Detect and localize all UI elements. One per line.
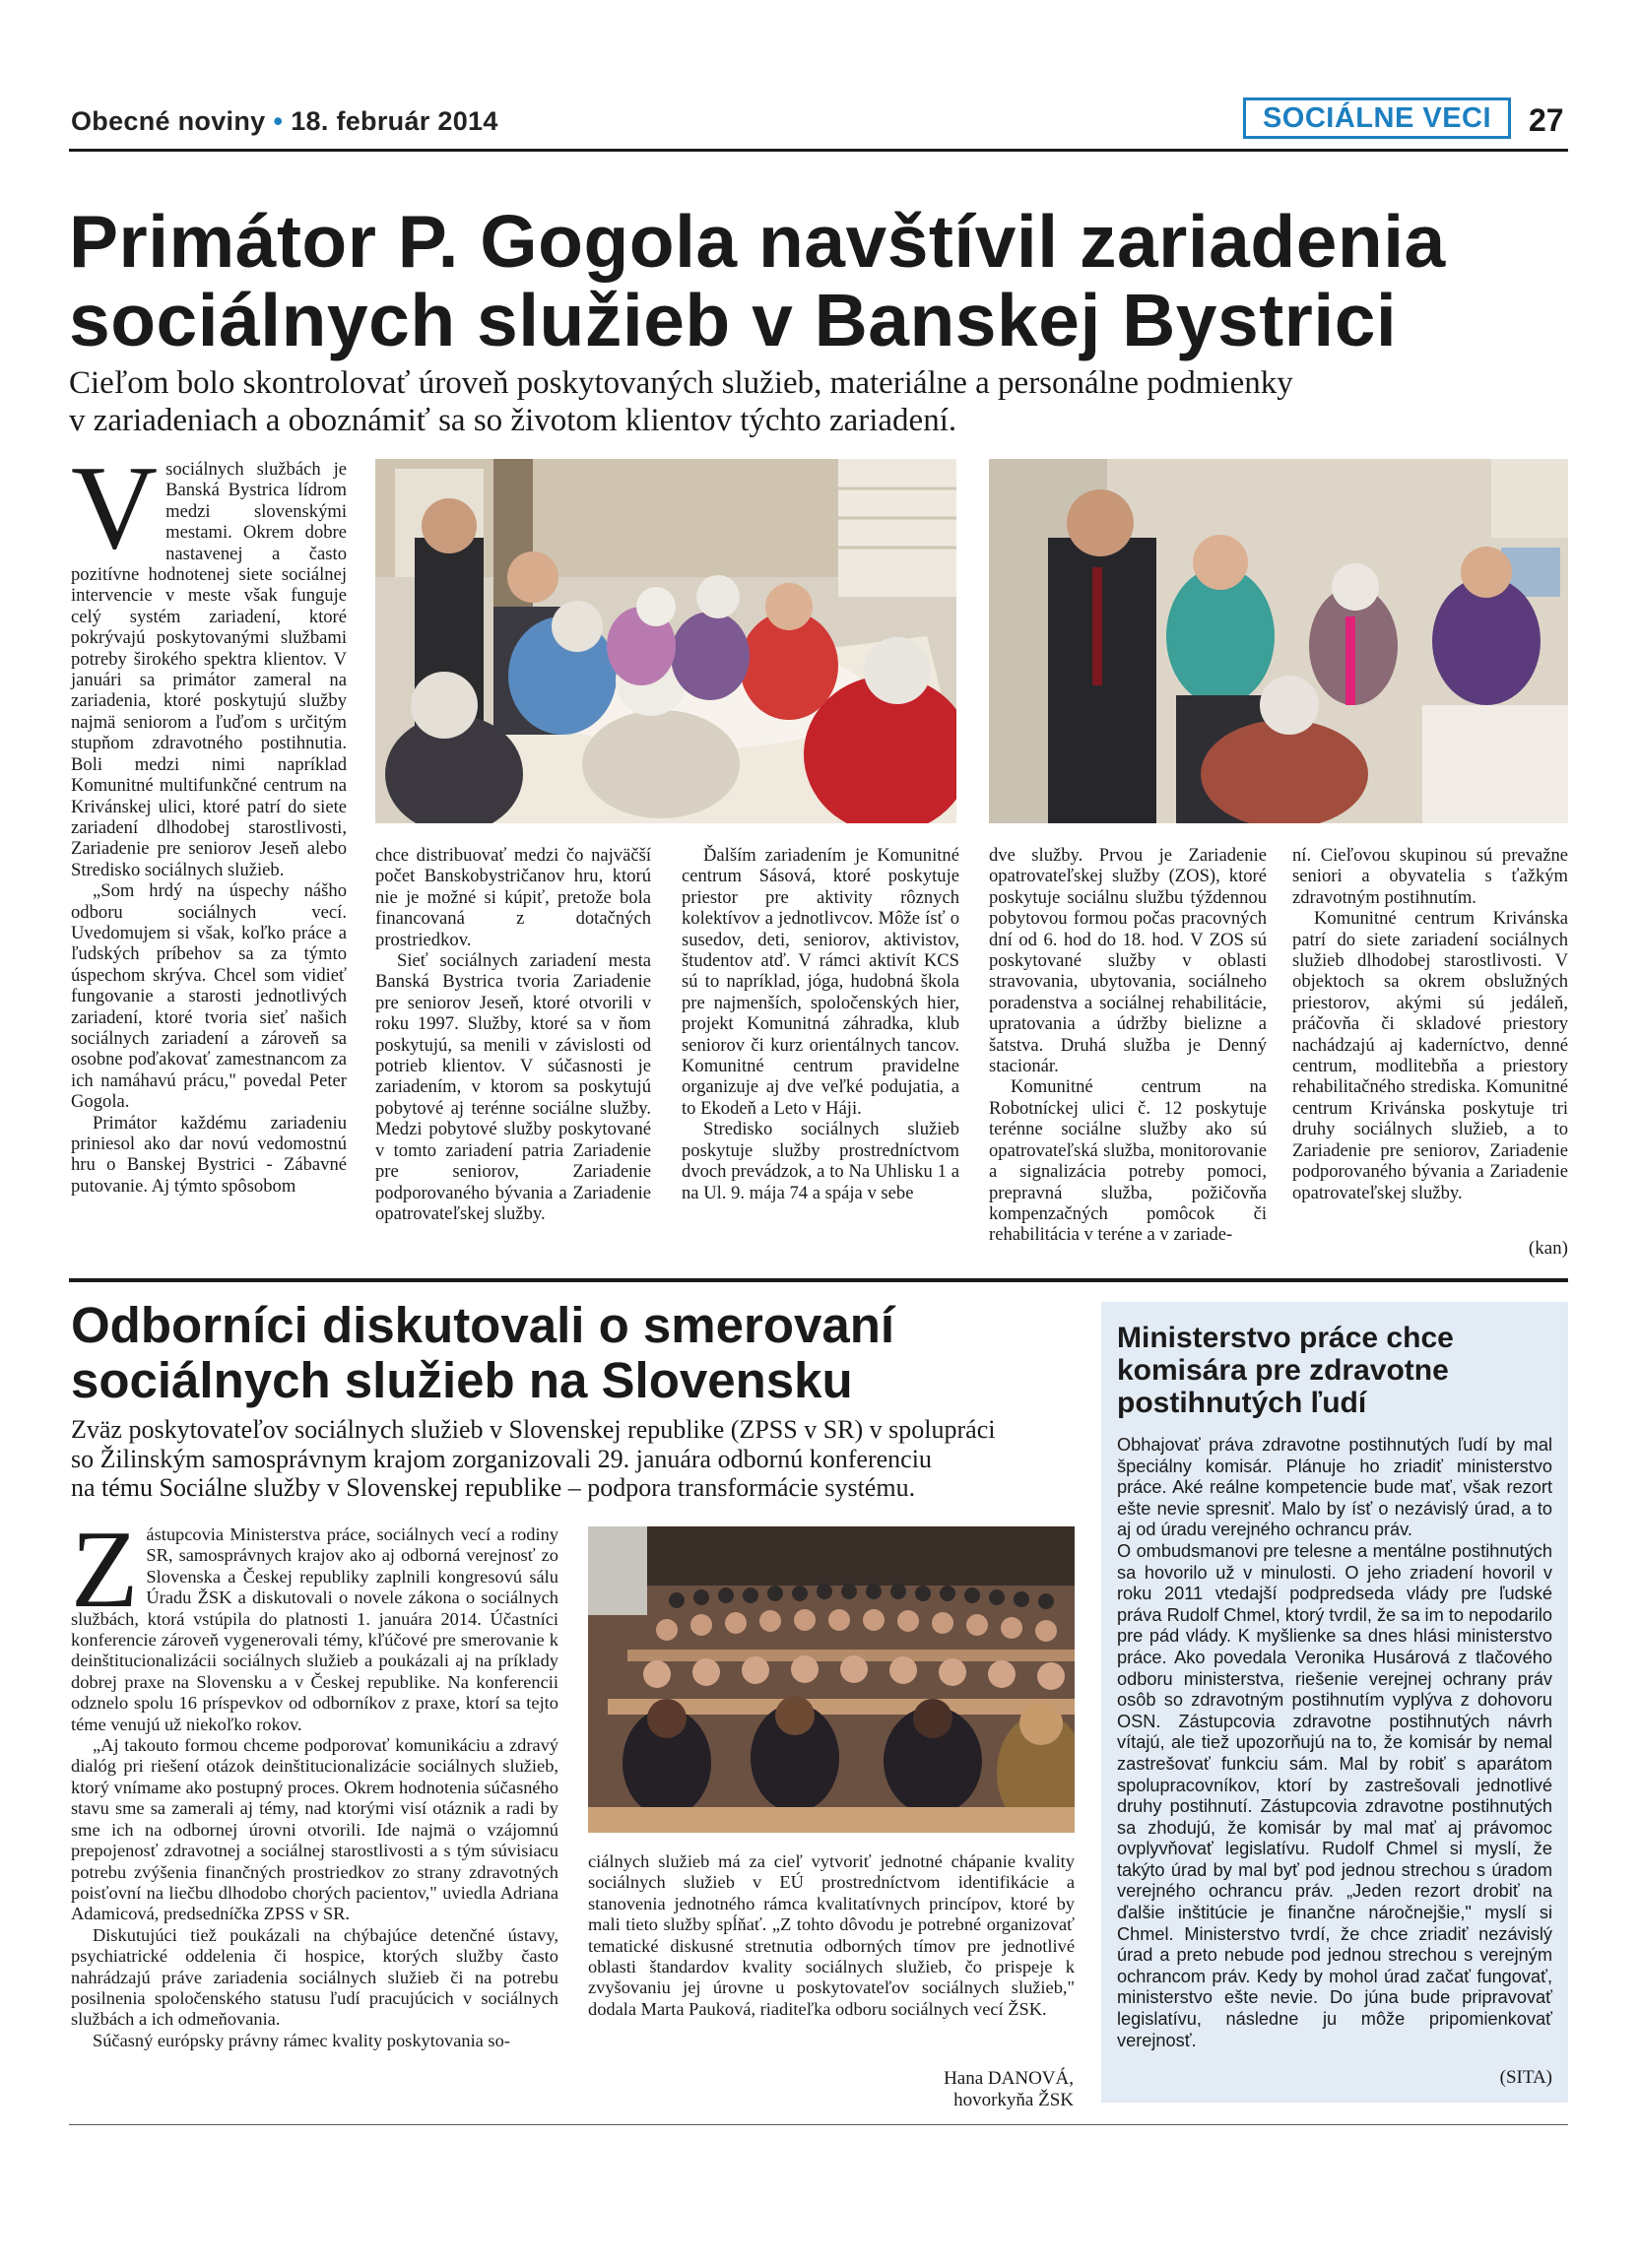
article1-dek <box>69 364 1576 439</box>
headline-line: sociálnych služieb v Banskej Bystrici <box>69 279 1398 361</box>
sidebar-body <box>1117 1435 1552 2051</box>
article1-headline <box>69 202 1586 359</box>
dek-line: so Žilinským samosprávnym krajom zorganizovali 29. januára odbornú konferenciu <box>71 1444 932 1473</box>
dek-line: Cieľom bolo skontrolovať úroveň poskytovaných služieb, materiálne a personálne podmienky <box>69 365 1293 401</box>
dek-line: v zariadeniach a oboznámiť sa so životom klientov týchto zariadení. <box>69 403 957 438</box>
page-number: 27 <box>1529 102 1564 138</box>
drop-cap: V <box>71 441 159 574</box>
headline-line: sociálnych služieb na Slovensku <box>71 1352 853 1408</box>
dek-line: Zväz poskytovateľov sociálnych služieb v Slovenskej republike (ZPSS v SR) v spolupráci <box>71 1415 996 1444</box>
paragraph: Obhajovať práva zdravotne postihnutých ľudí by mal špeciálny komisár. Plánuje ho zriadiť ministerstvo práce. Aké reálne kompetencie bude mať, však rezort ešte nevie spresniť. Malo by ísť o nezávislý úrad, a to aj od úradu verejného ochrancu práv. <box>1117 1435 1552 1540</box>
paragraph: ciálnych služieb má za cieľ vytvoriť jednotné chápanie kvality sociálnych služieb v EÚ prostredníctvom identifikácie a stanovenia jednotného rámca kvalitatívnych princípov, ktoré by mali tieto služby spĺňať. „Z tohto dôvodu je potrebné organizovať tematické diskusné stretnutia odborných tímov pre jednotlivé oblasti štandardov kvality sociálnych služieb, čo prispeje k zvyšovaniu jej úrovne u poskytovateľov sociálnych služieb," dodala Marta Pauková, riaditeľka odboru sociálnych vecí ŽSK. <box>588 1851 1075 2019</box>
article1-column-4 <box>989 845 1267 1246</box>
article1-signature: (kan) <box>1528 1238 1568 1259</box>
paragraph: „Aj takouto formou chceme podporovať komunikáciu a zdravý dialóg pri riešení otázok deinštitucionalizácie sociálnych služieb, ktorý vnímame ako postupný proces. Okrem hodnotenia súčasného stavu sme sa zamerali aj témy, nad ktorými visí otáznik a radi by sme ich na odbornej úrovni otvorili. Ide najmä o vzájomnú prepojenosť zdravotnej a sociálnej starostlivosti a s tým súvisiacu potrebu zvýšenia finančných prostriedkov zo strany zdravotných poisťovní na liečbu dlhodobo chorých pacientov," uviedla Adriana Adamicová, predsedníčka ZPSS v SR. <box>71 1735 558 1924</box>
article2-signature <box>808 2068 1074 2111</box>
headline-line: Primátor P. Gogola navštívil zariadenia <box>69 200 1446 283</box>
article2-column-1 <box>71 1509 558 2051</box>
article1-column-2 <box>375 845 651 1224</box>
separator-dot: • <box>273 106 284 136</box>
article2-headline <box>71 1298 1056 1408</box>
photo-craft-workshop-image <box>375 459 956 823</box>
signature-name: Hana DANOVÁ, <box>944 2068 1074 2089</box>
photo-mayor-visit-image <box>989 459 1568 823</box>
article2-column-2 <box>588 1851 1075 2020</box>
paragraph: dve služby. Prvou je Zariadenie opatrovateľskej služby (ZOS), ktoré poskytuje sociálnu službu týždennou pobytovou formou počas pracovných dní od 6. hod do 18. hod. V ZOS sú poskytované služby v oblasti stravovania, ubytovania, sociálneho poradenstva a sociálnej rehabilitácie, upratovania a údržby bielizne a šatstva. Druhá služba je Denný stacionár. <box>989 845 1267 1077</box>
headline-line: Odborníci diskutovali o smerovaní <box>71 1297 895 1353</box>
paragraph: Ďalším zariadením je Komunitné centrum Sásová, ktoré poskytuje priestor pre aktivity rôznych kolektívov a jednotlivcov. Môže ísť o susedov, deti, seniorov, aktivistov, študentov atď. V rámci aktivít KCS sú to napríklad, jóga, hudobná škola pre najmenších, spoločenských hier, projekt Komunitná záhradka, klub seniorov či kurz orientálnych tancov. Komunitné centrum pravidelne organizuje aj dve veľké podujatia, a to Ekodeň a Leto v Háji. <box>682 845 959 1119</box>
section-label: SOCIÁLNE VECI <box>1243 97 1511 139</box>
footer-rule <box>69 2124 1568 2125</box>
paragraph: Sieť sociálnych zariadení mesta Banská Bystrica tvoria Zariadenie pre seniorov Jeseň, ktoré otvorili v roku 1997. Služby, ktoré sa v ňom poskytujú, sa menili v závislosti od potrieb klientov. V súčasnosti je zariadením, v ktorom sa poskytujú pobytové aj terénne sociálne služby. Medzi pobytové služby poskytované v tomto zariadení patria Zariadenie pre seniorov, Zariadenie podporovaného bývania a Zariadenie opatrovateľskej služby. <box>375 950 651 1224</box>
masthead <box>71 106 498 137</box>
issue-date: 18. február 2014 <box>291 106 498 136</box>
paragraph: O ombudsmanovi pre telesne a mentálne postihnutých sa hovorilo už v minulosti. O jeho zriadení hovoril v roku 2011 vtedajší podpredseda vlády pre ľudské práva Rudolf Chmel, ktorý tvrdil, že sa im to nepodarilo pre pád vlády. K myšlienke sa dnes hlási ministerstvo práce. Ako povedala Veronika Husárová z tlačového odboru ministerstva, riešenie verejnej ochrany práv osôb so zdravotným postihnutím vyplýva z dohovoru OSN. Zástupcovia zdravotne postihnutých návrh vítajú, ale tiež upozorňujú na to, že komisár by nemal zastrešovať funkciu sám. Mal by robiť s aparátom spolupracovníkov, ktorí by zastrešovali jednotlivé druhy postihnutí. Zástupcovia zdravotne postihnutých sa zhodujú, že komisár by mal mať aj právomoc ovplyvňovať legislatívu. Rudolf Chmel si myslí, že takýto úrad by mal byť pod jednou strechou s úradom verejného ochrancu práv. „Jeden rezort drobiť na ďalšie inštitúcie je finančne náročnejšie," myslí si Chmel. Ministerstvo tvrdí, že chce zriadiť nezávislý úrad a preto nebude pod jednou strechou s verejným ochrancom práv. Kedy by mohol úrad začať fungovať, ministerstvo ešte nevie. Do júna bude pripravovať legislatívu, následne ju môže pripomienkovať verejnosť. <box>1117 1540 1552 2050</box>
signature-role: hovorkyňa ŽSK <box>953 2090 1074 2110</box>
paragraph: Primátor každému zariadeniu priniesol ako dar novú vedomostnú hru o Banskej Bystrici - Zábavné putovanie. Aj týmto spôsobom <box>71 1112 347 1197</box>
paragraph: Komunitné centrum Krivánska patrí do siete zariadení sociálnych služieb dlhodobej starostlivosti. V objektoch sa okrem obslužných priestorov, akými sú jedáleň, práčovňa či skladové priestory nachádzajú aj kaderníctvo, denné centrum, modlitebňa a priestory rehabilitačného strediska. Komunitné centrum Krivánska poskytuje tri druhy sociálnych služieb, a to Zariadenie pre seniorov, Zariadenie podporovaného bývania a Zariadenie opatrovateľskej služby. <box>1292 908 1568 1203</box>
paragraph: Diskutujúci tiež poukázali na chýbajúce detenčné ústavy, psychiatrické oddelenia či hospice, ktorých služby často nahrádzajú práve zariadenia sociálnych služieb či na potrebu posilnenia spoločenského statusu ľudí pracujúcich v sociálnych službách a ich odmeňovania. <box>71 1924 558 2030</box>
article1-column-1 <box>71 441 347 1197</box>
sidebar-source: (SITA) <box>1499 2067 1552 2089</box>
paragraph: ástupcovia Ministerstva práce, sociálnych vecí a rodiny SR, samosprávnych krajov ako aj odborná verejnosť zo Slovenska a Českej republiky zaplnili kongresovú sálu Úradu ŽSK a diskutovali o novele zákona o sociálnych službách, ktorá vstúpila do platnosti 1. januára 2014. Účastníci konferencie zároveň vygenerovali témy, kľúčové pre smerovanie k deinštitucionalizácii sociálnych služieb a poukázali aj na príklady dobrej praxe na Slovensku a v Českej republike. Na konferencii odznelo spolu 16 príspevkov od odborníkov z praxe, ktorí sa tejto téme venujú už niekoľko rokov. <box>71 1524 558 1734</box>
paragraph: chce distribuovať medzi čo najväčší počet Banskobystričanov hru, ktorú nie je možné si kúpiť, pretože bola financovaná z dotačných prostriedkov. <box>375 845 651 950</box>
photo-craft-workshop <box>375 459 956 823</box>
drop-cap: Z <box>71 1509 139 1631</box>
article-divider <box>69 1278 1568 1282</box>
sidebar-title: Ministerstvo práce chce komisára pre zdravotne postihnutých ľudí <box>1117 1322 1454 1419</box>
photo-conference-hall-image <box>588 1526 1075 1833</box>
paragraph: ní. Cieľovou skupinou sú prevažne seniori a obyvatelia s ťažkým zdravotným postihnutím. <box>1292 845 1568 908</box>
article1-column-3 <box>682 845 959 1203</box>
photo-mayor-visit <box>989 459 1568 823</box>
publication-name: Obecné noviny <box>71 106 266 136</box>
header-rule <box>69 149 1568 152</box>
article1-column-5 <box>1292 845 1568 1203</box>
paragraph: Súčasný európsky právny rámec kvality poskytovania so- <box>93 2030 510 2050</box>
sidebar-box <box>1101 1302 1568 2103</box>
paragraph: Komunitné centrum na Robotníckej ulici č. 12 poskytuje terénne sociálne služby ako sú opatrovateľská služba, monitorovanie a signalizácia potreby pomoci, prepravná služba, požičovňa kompenzačných pomôcok či rehabilitácia v teréne a v zariade- <box>989 1076 1267 1246</box>
photo-conference-hall <box>588 1526 1075 1833</box>
paragraph: Stredisko sociálnych služieb poskytuje služby prostredníctvom dvoch prevádzok, a to Na Uhlisku 1 a na Ul. 9. mája 74 a spája v sebe <box>682 1119 959 1203</box>
paragraph: sociálnych službách je Banská Bystrica lídrom medzi slovenskými mestami. Okrem dobre nastavenej a často pozitívne hodnotenej siete sociálnej intervencie v meste však funguje celý systém zariadení, ktoré pokrývajú poskytovanými službami potreby širokého spektra klientov. V januári sa primátor zameral na zariadenia, ktoré poskytujú služby najmä seniorom a ľuďom s určitým stupňom zdravotného postihnutia. Boli medzi nimi napríklad Komunitné multifunkčné centrum na Krivánskej ulici, ktoré patrí do siete zariadení dlhodobej starostlivosti, Zariadenie pre seniorov Jeseň alebo Stredisko sociálnych služieb. <box>71 459 347 880</box>
article2-dek <box>71 1415 1085 1503</box>
dek-line: na tému Sociálne služby v Slovenskej republike – podpora transformácie systému. <box>71 1473 916 1502</box>
paragraph: „Som hrdý na úspechy nášho odboru sociálnych vecí. Uvedomujem si však, koľko práce a ľudských príbehov sa za týmto úspechom skrýva. Chcel som vidieť fungovanie a starosti jednotlivých zariadení, ktoré tvoria sieť našich sociálnych zariadení a zároveň sa osobne poďakovať zamestnancom za ich namáhavú prácu," povedal Peter Gogola. <box>71 880 347 1113</box>
